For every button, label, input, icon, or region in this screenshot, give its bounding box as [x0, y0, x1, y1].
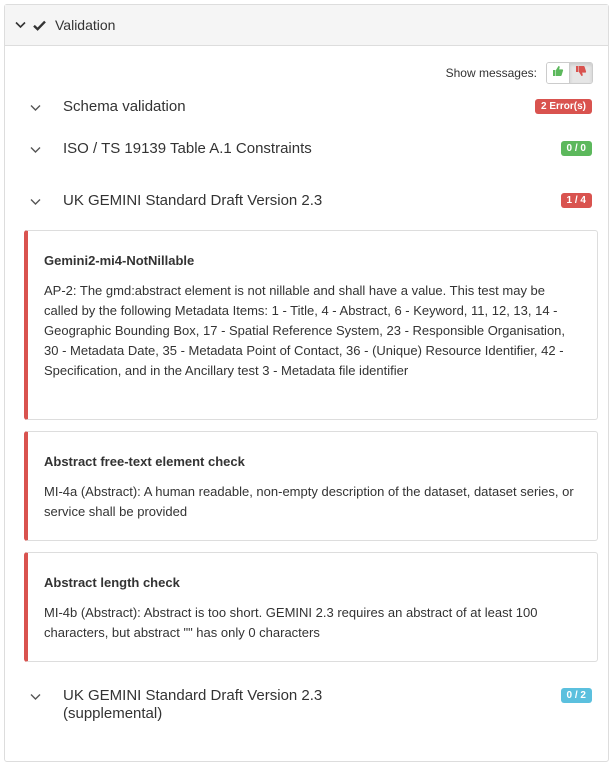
checkmark-icon — [32, 18, 46, 32]
status-badge: 0 / 2 — [561, 688, 592, 703]
show-passed-button[interactable] — [547, 63, 569, 83]
panel-title: Validation — [55, 17, 116, 33]
thumbs-up-icon — [552, 64, 564, 82]
section-title: UK GEMINI Standard Draft Version 2.3 — [63, 192, 323, 209]
show-messages-label: Show messages: — [445, 66, 537, 80]
message-body: MI-4a (Abstract): A human readable, non-empty description of the dataset, dataset series, or service shall be provided — [44, 484, 574, 519]
chevron-down-icon — [29, 144, 41, 156]
section-uk-gemini-supplemental[interactable] — [29, 687, 592, 723]
section-title: UK GEMINI Standard Draft Version 2.3 (supplemental) — [63, 687, 323, 722]
chevron-down-icon — [29, 691, 41, 703]
show-messages-button-group — [546, 62, 593, 84]
section-title: Schema validation — [63, 98, 186, 115]
message-card — [24, 431, 598, 541]
message-title: Gemini2-mi4-NotNillable — [44, 253, 195, 268]
message-card — [24, 230, 598, 420]
message-title: Abstract free-text element check — [44, 454, 245, 469]
message-body: AP-2: The gmd:abstract element is not nillable and shall have a value. This test may be called by the following Metadata Items: 1 - Title, 4 - Abstract, 6 - Keyword, 11, 12, 13, 14 - Geographic Bounding Box, 17 - Spatial Reference System, 23 - Responsible Organisation, 30 - Metadata Date, 35 - Metadata Point of Contact, 36 - (Unique) Resource Identifier, 42 - Specification, and in the Ancillary test 3 - Metadata file identifier — [44, 283, 566, 378]
show-messages-toggle — [446, 62, 593, 84]
status-badge: 1 / 4 — [561, 193, 592, 208]
chevron-down-icon — [14, 19, 26, 31]
section-uk-gemini[interactable] — [29, 192, 592, 210]
thumbs-down-icon — [575, 64, 587, 82]
validation-panel-header[interactable] — [5, 5, 608, 46]
section-title: ISO / TS 19139 Table A.1 Constraints — [63, 140, 312, 157]
section-schema-validation[interactable] — [29, 98, 592, 116]
section-iso-19139[interactable] — [29, 140, 592, 158]
show-failed-button[interactable] — [569, 63, 592, 83]
message-card — [24, 552, 598, 662]
status-badge: 2 Error(s) — [535, 99, 592, 114]
status-badge: 0 / 0 — [561, 141, 592, 156]
chevron-down-icon — [29, 196, 41, 208]
message-title: Abstract length check — [44, 575, 180, 590]
chevron-down-icon — [29, 102, 41, 114]
validation-panel — [4, 4, 609, 762]
message-body: MI-4b (Abstract): Abstract is too short. GEMINI 2.3 requires an abstract of at least 100 characters, but abstract "" has only 0 characters — [44, 605, 538, 640]
